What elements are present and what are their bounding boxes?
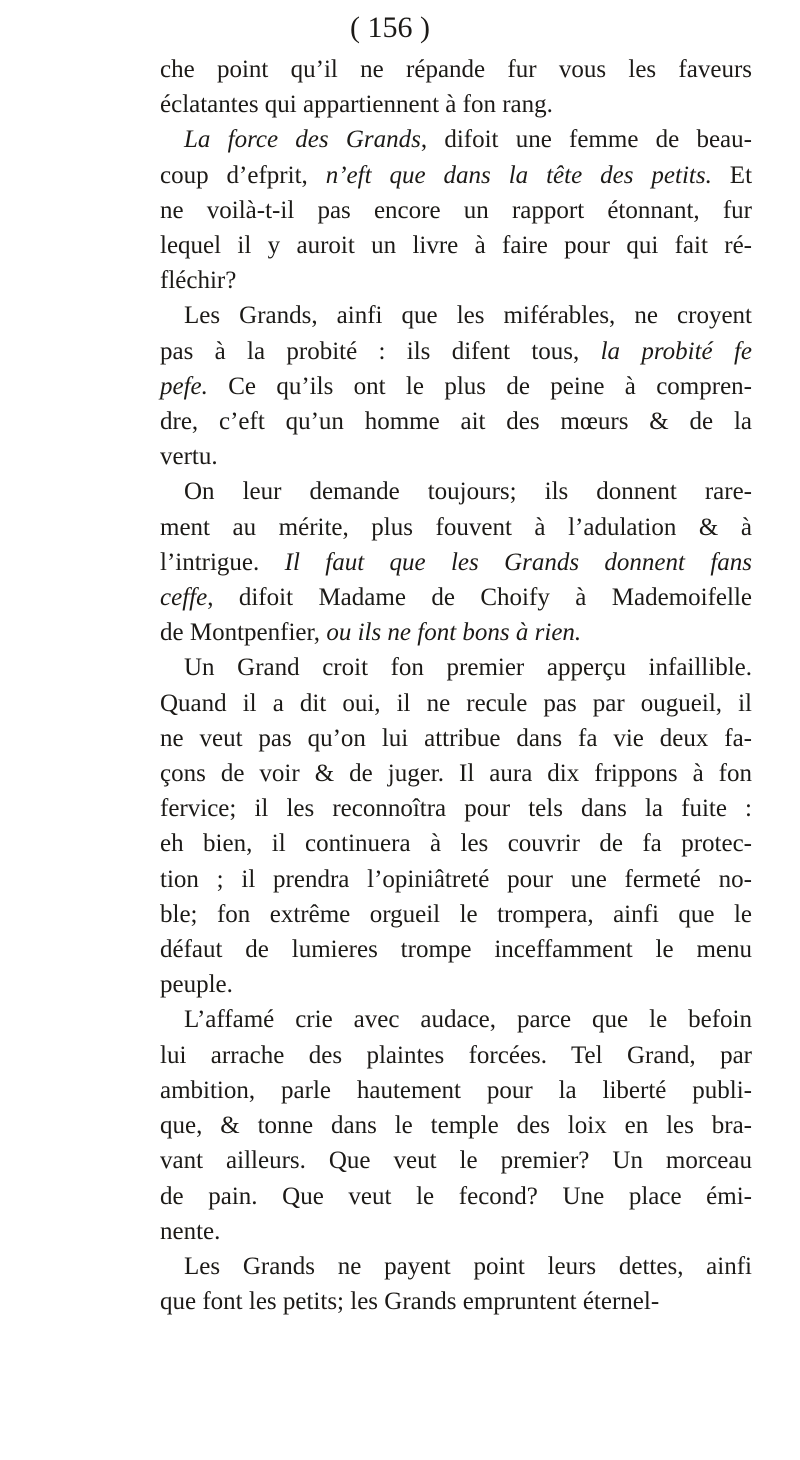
text-line xyxy=(160,615,752,650)
text: On leur demande toujours; ils donnent rare- xyxy=(184,478,752,506)
text-line xyxy=(160,1249,752,1284)
text: que, & tonne dans le temple des loix en les bra- xyxy=(160,1112,752,1140)
text: pas à la probité : ils difent tous, xyxy=(160,337,601,365)
text-line xyxy=(160,791,752,826)
text: ne veut pas qu’on lui attribue dans fa vie deux fa- xyxy=(160,724,752,752)
paragraph xyxy=(160,474,752,650)
italic-text: ou ils ne font bons à rien. xyxy=(326,619,582,647)
text-line xyxy=(160,1143,752,1178)
text: ment au mérite, plus fouvent à l’adulation & à xyxy=(160,513,752,541)
text: ble; fon extrême orgueil le trompera, ainfi que le xyxy=(160,900,752,928)
body-text xyxy=(160,52,752,1319)
text-line xyxy=(160,1002,752,1037)
text-line xyxy=(160,1214,752,1249)
text: l’intrigue. xyxy=(160,548,285,576)
text: défaut de lumieres trompe inceffamment le menu xyxy=(160,936,752,964)
text-line xyxy=(160,967,752,1002)
text: Les Grands ne payent point leurs dettes, ainfi xyxy=(184,1252,752,1280)
text: vertu. xyxy=(160,443,218,471)
text: Un Grand croit fon premier apperçu infaillible. xyxy=(184,654,752,682)
text-line xyxy=(160,1038,752,1073)
text: de Montpenfier, xyxy=(160,619,327,647)
paragraph xyxy=(160,122,752,298)
text-line xyxy=(160,334,752,369)
text: che point qu’il ne répande fur vous les faveurs xyxy=(160,56,752,83)
paragraph xyxy=(160,298,752,474)
text: nente. xyxy=(160,1217,221,1245)
text: de pain. Que veut le fecond? Une place émi- xyxy=(160,1182,752,1210)
text-line xyxy=(160,932,752,967)
text-line xyxy=(160,263,752,298)
text-line xyxy=(160,1179,752,1214)
text: peuple. xyxy=(160,971,233,999)
text: Les Grands, ainfi que les miférables, ne croyent xyxy=(184,302,752,330)
paragraph xyxy=(160,1002,752,1248)
text: L’affamé crie avec audace, parce que le befoin xyxy=(184,1006,752,1034)
text-line xyxy=(160,369,752,404)
text: fléchir? xyxy=(160,267,237,295)
italic-text: ceffe xyxy=(160,584,208,612)
text-line xyxy=(160,404,752,439)
text-line xyxy=(160,87,752,122)
text-line xyxy=(160,122,752,157)
text-line xyxy=(160,545,752,580)
text-line xyxy=(160,193,752,228)
text: tion ; il prendra l’opiniâtreté pour une fermeté no- xyxy=(160,865,752,893)
text-line xyxy=(160,1073,752,1108)
text-line xyxy=(160,439,752,474)
paragraph xyxy=(160,1249,752,1319)
text: Et xyxy=(711,161,753,189)
italic-text: La force des Grands xyxy=(184,126,421,154)
text-line xyxy=(160,862,752,897)
text-line xyxy=(160,52,752,87)
text-line xyxy=(160,474,752,509)
text-line xyxy=(160,897,752,932)
text-line xyxy=(160,580,752,615)
text: Quand il a dit oui, il ne recule pas par ougueil, il xyxy=(160,689,752,717)
italic-text: n’eft que dans la tête des petits. xyxy=(325,161,712,189)
paragraph xyxy=(160,52,752,122)
text: eh bien, il continuera à les couvrir de fa protec- xyxy=(160,830,752,858)
text-line xyxy=(160,756,752,791)
text: vant ailleurs. Que veut le premier? Un morceau xyxy=(160,1147,752,1175)
page-number: ( 156 ) xyxy=(350,11,430,44)
text: dre, c’eft qu’un homme ait des mœurs & de la xyxy=(160,408,752,436)
text-line xyxy=(160,650,752,685)
text-line xyxy=(160,228,752,263)
text-line xyxy=(160,510,752,545)
italic-text: la probité fe xyxy=(600,337,752,365)
text: çons de voir & de juger. Il aura dix frippons à fon xyxy=(160,760,752,788)
text: que font les petits; les Grands empruntent éternel- xyxy=(160,1288,660,1316)
text-line xyxy=(160,686,752,721)
text-line xyxy=(160,1284,752,1319)
text-line xyxy=(160,158,752,193)
italic-text: pefe. xyxy=(160,372,208,400)
text: coup d’efprit, xyxy=(160,161,326,189)
text: Ce qu’ils ont le plus de peine à compren- xyxy=(207,372,752,400)
text: ne voilà-t-il pas encore un rapport étonnant, fur xyxy=(160,196,752,224)
text: ambition, parle hautement pour la liberté publi- xyxy=(160,1076,752,1104)
text: lui arrache des plaintes forcées. Tel Grand, par xyxy=(160,1041,752,1069)
text-line xyxy=(160,1108,752,1143)
paragraph xyxy=(160,650,752,1002)
text-line xyxy=(160,826,752,861)
text: fervice; il les reconnoîtra pour tels dans la fuite : xyxy=(160,795,752,823)
text: lequel il y auroit un livre à faire pour qui fait ré- xyxy=(160,232,752,260)
text: éclatantes qui appartiennent à fon rang. xyxy=(160,91,553,119)
text: , difoit une femme de beau- xyxy=(420,126,752,154)
text-line xyxy=(160,721,752,756)
italic-text: Il faut que les Grands donnent fans xyxy=(284,548,753,576)
text: , difoit Madame de Choify à Mademoifelle xyxy=(207,584,752,612)
text-line xyxy=(160,298,752,333)
